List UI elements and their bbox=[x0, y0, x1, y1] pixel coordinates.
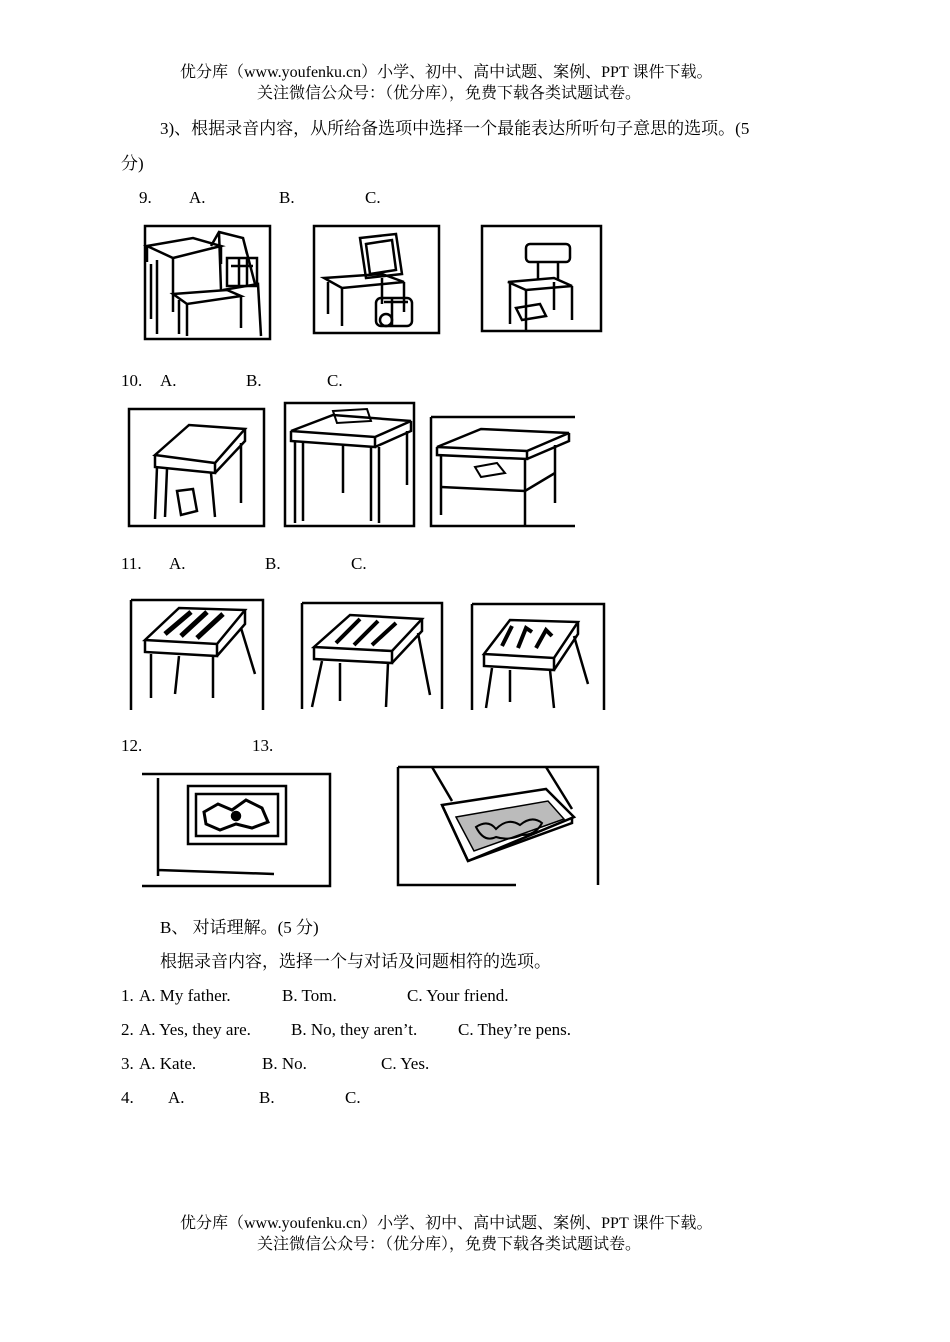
header-line-1: 优分库（www.youfenku.cn）小学、初中、高中试题、案例、PPT 课件下载。 bbox=[180, 64, 713, 81]
q12-number: 12. bbox=[121, 736, 143, 755]
q10-option-a-label: A. bbox=[160, 371, 177, 390]
q10-option-b-label: B. bbox=[246, 371, 262, 390]
b-item-1-option-a: A. My father. bbox=[139, 986, 231, 1005]
q10-number: 10. bbox=[121, 371, 143, 390]
q9-option-c-label: C. bbox=[365, 188, 381, 207]
q9-picture-b-chair-with-bag bbox=[312, 224, 442, 336]
q10-option-c-label: C. bbox=[327, 371, 343, 390]
q11-number: 11. bbox=[121, 554, 142, 573]
q11-picture-c-desk-three-pens bbox=[470, 602, 608, 712]
q9-option-b-label: B. bbox=[279, 188, 295, 207]
header-line-2: 关注微信公众号：（优分库），免费下载各类试题试卷。 bbox=[257, 85, 642, 102]
q10-picture-b-book-on-desk bbox=[283, 401, 417, 529]
b-item-4-option-b: B. bbox=[259, 1088, 275, 1107]
q10-picture-a-desk-bag-under bbox=[127, 407, 267, 529]
b-item-1-option-c: C. Your friend. bbox=[407, 986, 509, 1005]
b-item-2-option-a: A. Yes, they are. bbox=[139, 1020, 251, 1039]
footer-line-1: 优分库（www.youfenku.cn）小学、初中、高中试题、案例、PPT 课件下载。 bbox=[180, 1215, 713, 1232]
q9-option-a-label: A. bbox=[189, 188, 206, 207]
b-item-2-option-b: B. No, they aren’t. bbox=[291, 1020, 418, 1039]
q9-number: 9. bbox=[139, 188, 152, 207]
q9-picture-c-chair-bag-under bbox=[480, 224, 604, 334]
q11-option-c-label: C. bbox=[351, 554, 367, 573]
b-item-1-number: 1. bbox=[121, 986, 134, 1005]
q11-option-b-label: B. bbox=[265, 554, 281, 573]
q10-picture-c-book-under-shelf bbox=[429, 415, 577, 529]
q13-number: 13. bbox=[252, 736, 274, 755]
q9-picture-a-desk-chair-bag bbox=[143, 224, 273, 342]
q13-picture-box-of-shells bbox=[396, 765, 602, 887]
q11-picture-b-desk-three-pens bbox=[300, 601, 444, 711]
section-b-instruction: 根据录音内容，选择一个与对话及问题相符的选项。 bbox=[160, 952, 551, 971]
section3-instruction-cont: 分) bbox=[121, 154, 144, 173]
b-item-3-option-a: A. Kate. bbox=[139, 1054, 197, 1073]
footer-line-2: 关注微信公众号：（优分库），免费下载各类试题试卷。 bbox=[257, 1236, 642, 1253]
b-item-3-option-c: C. Yes. bbox=[381, 1054, 430, 1073]
q11-picture-a-desk-three-pencils bbox=[129, 598, 267, 712]
b-item-2-number: 2. bbox=[121, 1020, 134, 1039]
b-item-3-number: 3. bbox=[121, 1054, 134, 1073]
b-item-3-option-b: B. No. bbox=[262, 1054, 307, 1073]
b-item-4-option-c: C. bbox=[345, 1088, 361, 1107]
section3-instruction: 3)、根据录音内容，从所给备选项中选择一个最能表达所听句子意思的选项。(5 bbox=[160, 119, 750, 138]
b-item-4-option-a: A. bbox=[168, 1088, 185, 1107]
b-item-1-option-b: B. Tom. bbox=[282, 986, 337, 1005]
section-b-title: B、 对话理解。(5 分) bbox=[160, 918, 319, 937]
b-item-4-number: 4. bbox=[121, 1088, 134, 1107]
q11-option-a-label: A. bbox=[169, 554, 186, 573]
b-item-2-option-c: C. They’re pens. bbox=[458, 1020, 571, 1039]
q12-picture-map-on-wall bbox=[140, 772, 334, 888]
